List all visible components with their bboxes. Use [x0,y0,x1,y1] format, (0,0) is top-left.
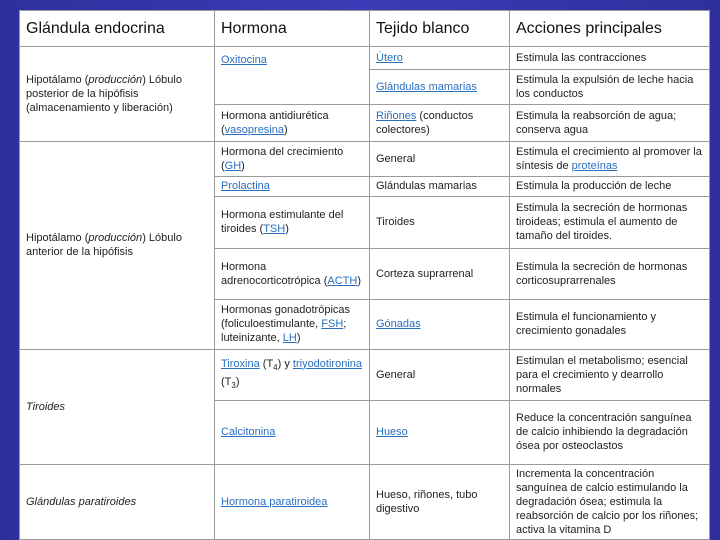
hormone-cell [215,300,370,349]
hormone-text: (T [221,375,232,388]
hormone-cell [215,349,370,400]
hormone-text: Hormona estimulante del tiroides ( [221,209,344,236]
hormona-paratiroidea-link[interactable]: Hormona paratiroidea [221,495,328,508]
hormone-text: Hormona antidiurética ( [221,109,329,136]
tiroxina-link[interactable]: Tiroxina [221,357,260,370]
target-cell [370,300,510,349]
gland-text-italic: producción [88,232,143,245]
hormone-text: Hormona adrenocorticotrópica ( [221,260,328,287]
target-cell: Hueso, riñones, tubo digestivo [370,464,510,539]
gland-hypothalamus-posterior [20,47,215,142]
header-target: Tejido blanco [370,11,510,47]
action-cell: Estimulan el metabolismo; esencial para el crecimiento y dearrollo normales [510,349,710,400]
action-cell: Estimula la secreción de hormonas corticosuprarrenales [510,248,710,299]
hormone-text: (T [259,357,274,370]
hormone-cell [215,197,370,248]
prolactina-link[interactable]: Prolactina [221,180,270,193]
rinones-link[interactable]: Riñones [376,109,417,122]
table-row [20,47,710,70]
table-row [20,464,710,539]
hormone-text: Hormona del crecimiento ( [221,145,344,172]
action-cell: Estimula la reabsorción de agua; conserva agua [510,104,710,141]
gland-text: Hipotálamo ( [26,73,89,86]
endocrine-hormone-table [19,10,710,540]
lh-link[interactable]: LH [282,332,297,345]
hormone-table-sheet [19,10,709,540]
action-cell: Estimula la expulsión de leche hacia los conductos [510,69,710,104]
utero-link[interactable]: Útero [376,51,403,64]
gh-link[interactable]: GH [224,159,242,172]
target-cell [370,47,510,70]
action-text: Estimula el crecimiento al promover la síntesis de [516,145,702,172]
hormone-text: ) [235,375,240,388]
gland-text-italic: producción [88,73,143,86]
subscript: 4 [273,362,278,372]
gonadas-link[interactable]: Gónadas [376,318,421,331]
hormone-cell [215,141,370,176]
hormone-cell [215,104,370,141]
target-cell: General [370,141,510,176]
calcitonina-link[interactable]: Calcitonina [221,426,276,439]
tsh-link[interactable]: TSH [263,223,286,236]
hormone-cell [215,248,370,299]
hormone-cell [215,401,370,465]
header-row [20,11,710,47]
target-cell: Tiroides [370,197,510,248]
target-cell: Corteza suprarrenal [370,248,510,299]
hormone-cell [215,176,370,197]
table-row [20,349,710,400]
hormone-cell [215,47,370,105]
table-row [20,141,710,176]
hormone-cell [215,464,370,539]
gland-parathyroid: Glándulas paratiroides [20,464,215,539]
action-cell: Estimula la producción de leche [510,176,710,197]
hormone-text: ) [285,223,289,236]
target-text: (conductos colectores) [376,109,474,136]
triyodotironina-link[interactable]: triyodotironina [292,357,362,370]
hueso-link[interactable]: Hueso [376,426,408,439]
subscript: 3 [231,380,236,390]
action-cell: Estimula la secreción de hormonas tiroideas; estimula el aumento de tamaño del tiroides. [510,197,710,248]
hormone-text: Hormonas gonadotrópicas (foliculoestimulante, [221,304,351,331]
header-actions: Acciones principales [510,11,710,47]
glandulas-mamarias-link[interactable]: Glándulas mamarias [376,80,477,93]
hormone-text: ) y [277,357,293,370]
gland-text: Hipotálamo ( [26,232,89,245]
hormone-text: ) [284,123,288,136]
hormone-text: ) [241,159,245,172]
fsh-link[interactable]: FSH [321,318,344,331]
hormone-text: ; luteinizante, [221,318,347,345]
hormone-text: ) [357,274,362,287]
hormone-text: ) [296,332,301,345]
gland-hypothalamus-anterior [20,141,215,349]
action-cell: Estimula el funcionamiento y crecimiento gonadales [510,300,710,349]
action-cell: Incrementa la concentración sanguínea de calcio estimulando la degradación ósea; estimula la reabsorción de calcio por los riñones; activa la vitamina D [510,464,710,539]
oxitocina-link[interactable]: Oxitocina [221,54,267,67]
acth-link[interactable]: ACTH [327,274,358,287]
gland-thyroid: Tiroides [20,349,215,464]
action-cell: Estimula las contracciones [510,47,710,70]
gland-text: ) Lóbulo posterior de la hipófisis (almacenamiento y liberación) [26,73,182,114]
target-cell: Glándulas mamarias [370,176,510,197]
target-cell [370,69,510,104]
target-cell: General [370,349,510,400]
gland-text: ) Lóbulo anterior de la hipófisis [26,232,182,259]
action-cell: Reduce la concentración sanguínea de calcio inhibiendo la degradación ósea por osteoclastos [510,401,710,465]
target-cell [370,104,510,141]
action-cell [510,141,710,176]
vasopresina-link[interactable]: vasopresina [224,123,284,136]
target-cell [370,401,510,465]
header-gland: Glándula endocrina [20,11,215,47]
header-hormone: Hormona [215,11,370,47]
proteinas-link[interactable]: proteínas [571,159,618,172]
